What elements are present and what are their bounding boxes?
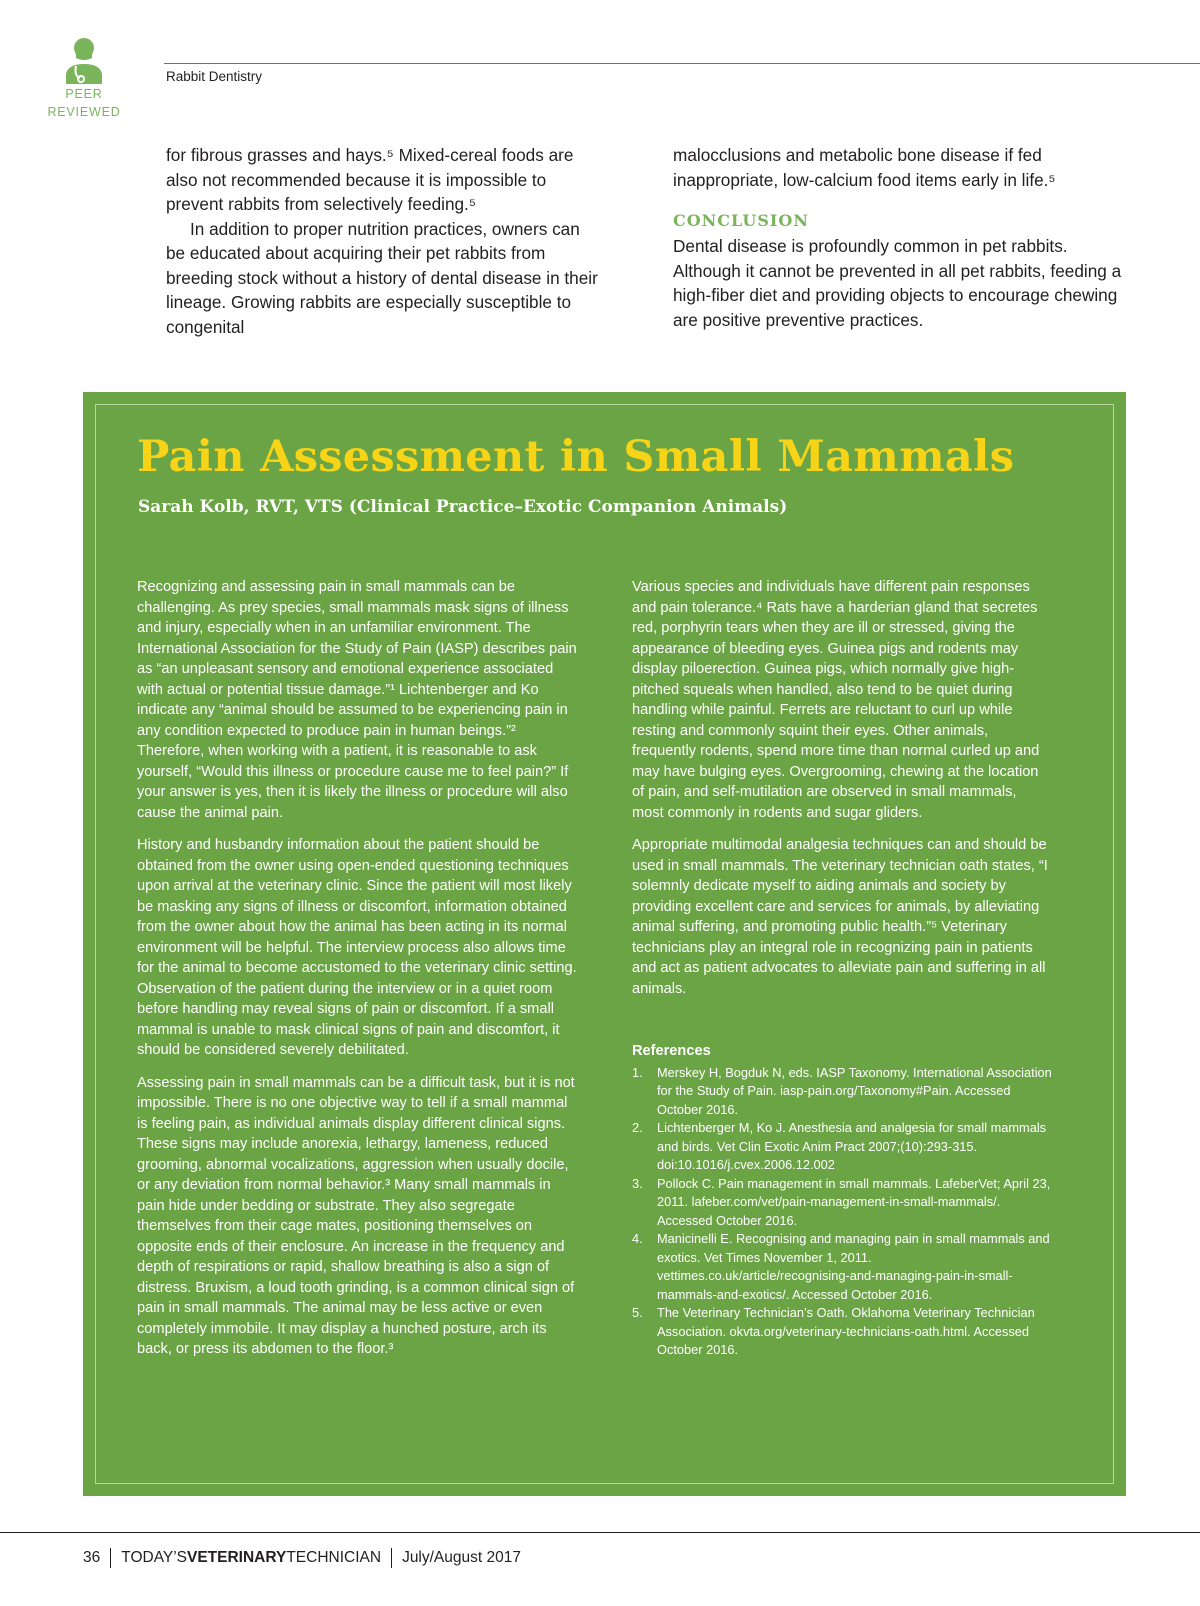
- reference-number: 2.: [632, 1120, 643, 1135]
- reference-number: 5.: [632, 1305, 643, 1320]
- sidebar-title: Pain Assessment in Small Mammals: [137, 432, 1015, 482]
- reference-text: The Veterinary Technician’s Oath. Oklahoma Veterinary Technician Association. okvta.org/veterinary-technicians-oath.html. Accessed October 2016.: [657, 1305, 1035, 1357]
- references-heading: References: [632, 1043, 711, 1059]
- reference-text: Pollock C. Pain management in small mammals. LafeberVet; April 23, 2011. lafeber.com/vet/pain-management-in-small-mammals/. Accessed October 2016.: [657, 1175, 1051, 1228]
- footer-rule: [0, 1532, 1200, 1533]
- reference-item: [632, 1175, 1052, 1231]
- footer-divider: [391, 1548, 392, 1568]
- section-label: Rabbit Dentistry: [166, 69, 263, 84]
- footer-divider: [110, 1548, 111, 1568]
- reference-item: [632, 1304, 1052, 1360]
- top-left-paragraph-2: In addition to proper nutrition practices, owners can be educated about acquiring their pet rabbits from breeding stock without a history of dental disease in their lineage. Growing rabbits are especially susceptible to congenital: [166, 218, 598, 337]
- top-right-column: [673, 143, 1125, 332]
- page-footer: [83, 1548, 521, 1568]
- page-number: 36: [83, 1549, 101, 1567]
- sidebar-right-paragraph-1: Various species and individuals have different pain responses and pain tolerance.⁴ Rats have a harderian gland that secretes red, porphyrin tears when they are ill or stressed, giving the appearance of bleeding eyes. Guinea pigs and rodents may display piloerection. Guinea pigs, which normally give high-pitched squeals when handled, also tend to be quiet during handling while painful. Ferrets are reluctant to curl up while resting and commonly squint their eyes. Other animals, frequently rodents, spend more time than normal curled up and may have bulging eyes. Overgrooming, chewing at the location of pain, and self-mutilation are observed in small mammals, most commonly in rodents and sugar gliders.: [632, 579, 1040, 821]
- references-list: [632, 1064, 1052, 1360]
- magazine-name-part1: TODAY’S: [121, 1549, 187, 1567]
- header-rule: [164, 63, 1200, 64]
- top-left-paragraph-1: for fibrous grasses and hays.⁵ Mixed-cereal foods are also not recommended because it is impossible to prevent rabbits from selectively feeding.⁵: [166, 145, 574, 214]
- magazine-name-part3: TECHNICIAN: [286, 1549, 382, 1567]
- sidebar-left-paragraph-1: Recognizing and assessing pain in small mammals can be challenging. As prey species, small mammals mask signs of illness and injury, especially when in an unfamiliar environment. The International Association for the Study of Pain (IASP) describes pain as “an unpleasant sensory and emotional experience associated with actual or potential tissue damage.”¹ Lichtenberger and Ko indicate any “animal should be assumed to be experiencing pain in any condition expected to produce pain in human beings.”² Therefore, when working with a patient, it is reasonable to ask yourself, “Would this illness or procedure cause me to feel pain?” If your answer is yes, then it is likely the illness or procedure will also cause the animal pain.: [137, 579, 577, 821]
- reference-number: 3.: [632, 1175, 643, 1191]
- top-left-column: [166, 143, 602, 339]
- sidebar-right-paragraph-2: Appropriate multimodal analgesia techniques can and should be used in small mammals. The veterinary technician oath states, “I solemnly dedicate myself to aiding animals and society by providing excellent care and services for animals, by alleviating animal suffering, and promoting public health.”⁵ Veterinary technicians play an integral role in recognizing pain in patients and act as patient advocates to alleviate pain and suffering in all animals.: [632, 837, 1048, 997]
- sidebar-left-paragraph-3: Assessing pain in small mammals can be a difficult task, but it is not impossible. There is no one objective way to tell if a small mammal is feeling pain, as individual animals display different clinical signs. These signs may include anorexia, lethargy, lameness, reduced grooming, abnormal vocalizations, aggression when usually docile, or any deviation from normal behavior.³ Many small mammals in pain hide under bedding or substrate. They also segregate themselves from their cage mates, positioning themselves on opposite ends of their enclosure. An increase in the frequency and depth of respirations or rapid, shallow breathing is also a sign of distress. Bruxism, a loud tooth grinding, is a common clinical sign of pain in small mammals. The animal may be less active or even completely immobile. It may display a hunched posture, arch its back, or press its abdomen to the floor.³: [137, 1074, 575, 1357]
- top-right-paragraph-1: malocclusions and metabolic bone disease if fed inappropriate, low-calcium food items early in life.⁵: [673, 145, 1056, 190]
- sidebar-left-column: [137, 577, 581, 1372]
- reference-text: Manicinelli E. Recognising and managing pain in small mammals and exotics. Vet Times November 1, 2011. vettimes.co.uk/article/recognising-and-managing-pain-in-small-mammals-and-exotics/. Accessed October 2016.: [657, 1231, 1050, 1302]
- reference-number: 1.: [632, 1064, 643, 1080]
- reference-number: 4.: [632, 1231, 643, 1246]
- reference-item: [632, 1064, 1052, 1120]
- issue-date: July/August 2017: [402, 1549, 521, 1567]
- conclusion-paragraph: Dental disease is profoundly common in pet rabbits. Although it cannot be prevented in all pet rabbits, feeding a high-fiber diet and providing objects to encourage chewing are positive preventive practices.: [673, 236, 1122, 330]
- reviewer-person-icon: [62, 34, 106, 84]
- reference-item: [632, 1230, 1052, 1304]
- reference-text: Lichtenberger M, Ko J. Anesthesia and analgesia for small mammals and birds. Vet Clin Exotic Anim Pract 2007;(10):293-315. doi:10.1016/j.cvex.2006.12.002: [657, 1120, 1047, 1172]
- peer-reviewed-line2: REVIEWED: [47, 105, 121, 119]
- reference-text: Merskey H, Bogduk N, eds. IASP Taxonomy. International Association for the Study of Pain. iasp-pain.org/Taxonomy#Pain. Accessed October 2016.: [657, 1064, 1052, 1117]
- sidebar-author: Sarah Kolb, RVT, VTS (Clinical Practice–Exotic Companion Animals): [138, 497, 788, 517]
- sidebar-left-paragraph-2: History and husbandry information about the patient should be obtained from the owner using open-ended questioning techniques upon arrival at the veterinary clinic. Since the patient will most likely be masking any signs of illness or discomfort, information obtained from the owner about how the animal has been acting in its normal environment will be helpful. The interview process also allows time for the animal to become accustomed to the veterinary clinic setting. Observation of the patient during the interview or in a quiet room before handling may reveal signs of pain or discomfort. If a small mammal is unable to mask clinical signs of pain and discomfort, it should be considered severely debilitated.: [137, 837, 577, 1058]
- sidebar-box: [83, 392, 1126, 1496]
- peer-reviewed-line1: PEER: [65, 87, 103, 101]
- peer-reviewed-badge: [36, 34, 132, 120]
- sidebar-right-column: [632, 577, 1052, 1360]
- reference-item: [632, 1119, 1052, 1175]
- magazine-name-part2: VETERINARY: [187, 1549, 287, 1567]
- conclusion-heading: CONCLUSION: [673, 211, 809, 230]
